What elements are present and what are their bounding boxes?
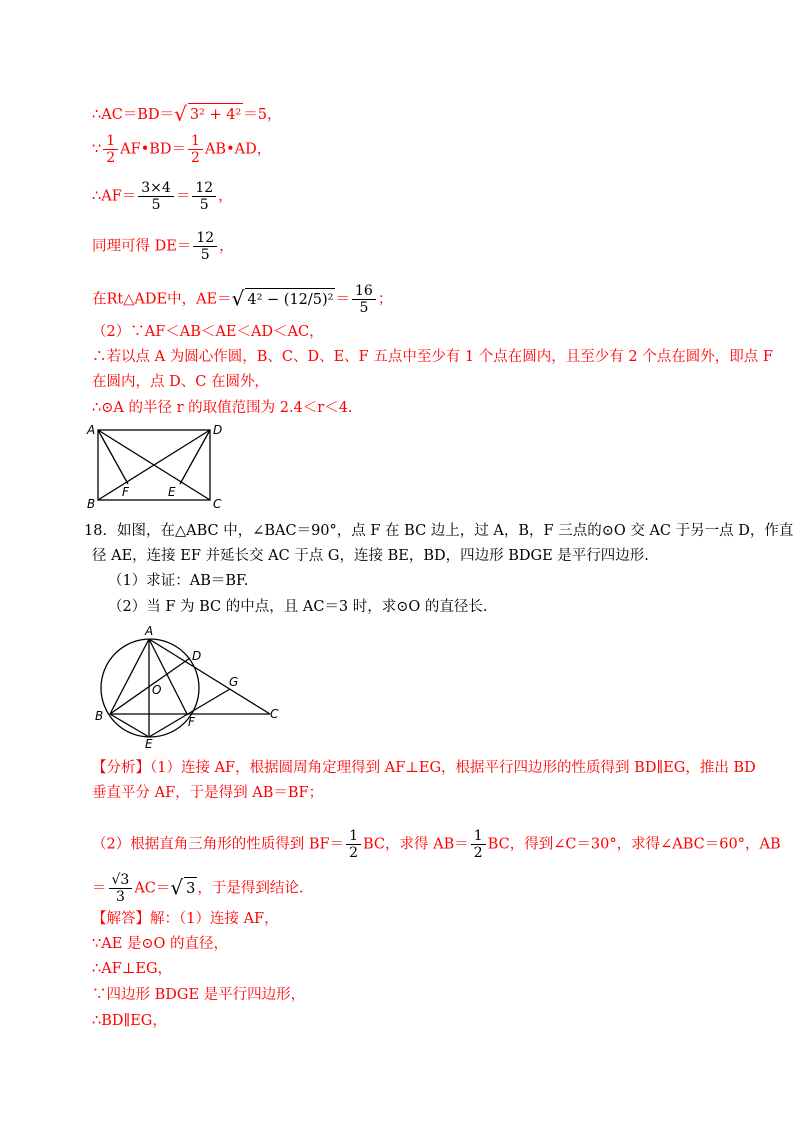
analysis-line-1: 【分析】（1）连接 AF，根据圆周角定理得到 AF⊥EG，根据平行四边形的性质得到 BD∥EG，推出 BD <box>92 760 756 776</box>
segment-ac <box>149 639 270 714</box>
label-c: C <box>213 497 222 511</box>
text: ， <box>219 238 234 255</box>
step-ae <box>92 283 392 316</box>
numerator: 1 <box>346 828 361 845</box>
text: ； <box>377 291 393 308</box>
problem-18-statement: 18．如图，在△ABC 中，∠BAC＝90°，点 F 在 BC 边上，过 A，B，F 三点的⊙O 交 AC 于另一点 D，作直 <box>84 523 794 539</box>
solution-line-2: ∵AE 是⊙O 的直径， <box>92 936 229 952</box>
step-inequality: （2）∵AF＜AB＜AE＜AD＜AC， <box>92 324 324 340</box>
text: AB•AD， <box>204 141 272 158</box>
fraction <box>192 180 216 213</box>
solution-line-5: ∴BD∥EG， <box>92 1013 167 1029</box>
label-e: E <box>168 485 176 499</box>
analysis-line-2: 垂直平分 AF，于是得到 AB＝BF； <box>92 785 324 801</box>
solution-line-3: ∴AF⊥EG， <box>92 961 173 977</box>
sqrt-sign: √ <box>174 102 187 126</box>
step-circle-reasoning: ∴若以点 A 为圆心作圆，B、C、D、E、F 五点中至少有 1 个点在圆内，且至少有 2 个点在圆外，即点 F <box>92 349 773 365</box>
denominator: 2 <box>106 150 116 166</box>
fraction <box>188 133 203 166</box>
radicand: 3² + 4² <box>188 103 243 126</box>
radicand: 3 <box>184 877 197 900</box>
segment-bd <box>110 658 190 714</box>
rectangle-figure <box>84 420 234 512</box>
question-1: （1）求证：AB＝BF. <box>108 573 249 589</box>
numerator: 1 <box>188 133 203 150</box>
step-af <box>92 180 233 213</box>
label-e: E <box>145 737 153 750</box>
solution-line-4: ∵四边形 BDGE 是平行四边形， <box>92 987 306 1003</box>
text: AC＝ <box>134 880 171 897</box>
segment-af <box>98 430 128 484</box>
fraction <box>103 133 118 166</box>
numerator: 12 <box>192 180 216 197</box>
step-de <box>92 230 234 263</box>
sqrt-sign: √ <box>170 875 184 900</box>
label-d: D <box>213 423 223 437</box>
label-a: A <box>87 423 96 437</box>
numerator: 1 <box>471 828 486 845</box>
text: ， <box>218 188 233 205</box>
denominator: 2 <box>349 845 358 861</box>
numerator: 3×4 <box>138 180 174 197</box>
text: ∴AF＝ <box>92 188 137 205</box>
label-f: F <box>122 485 129 499</box>
numerator: 1 <box>103 133 118 150</box>
fraction <box>471 828 486 861</box>
denominator: 2 <box>473 845 483 861</box>
denominator: 5 <box>151 197 161 213</box>
label-f: F <box>188 715 195 729</box>
step-ac-bd <box>92 103 282 126</box>
fraction <box>193 230 217 263</box>
solution-line-1: 【解答】解：（1）连接 AF， <box>92 911 279 927</box>
analysis-line-3 <box>92 828 781 861</box>
step-circle-reasoning-cont: 在圆内，点 D、C 在圆外， <box>92 374 269 390</box>
text: ∵ <box>92 141 102 158</box>
denominator: 2 <box>191 150 200 166</box>
text: 同理可得 DE＝ <box>92 238 192 255</box>
numerator: 16 <box>352 283 376 300</box>
fraction <box>346 828 361 861</box>
fraction <box>352 283 376 316</box>
segment-be <box>110 714 149 737</box>
sqrt-sign: √ <box>231 286 245 311</box>
label-a: A <box>145 624 154 638</box>
label-c: C <box>270 707 279 721</box>
circle-figure <box>90 622 290 750</box>
radicand: 4² − (12/5)² <box>245 288 335 311</box>
text: BC，求得 AB＝ <box>362 836 469 853</box>
label-g: G <box>229 675 239 689</box>
segment-ab <box>110 639 149 714</box>
text: 在Rt△ADE中，AE＝ <box>92 291 232 308</box>
problem-18-statement-cont: 径 AE，连接 EF 并延长交 AC 于点 G，连接 BE，BD，四边形 BDGE 是平行四边形. <box>92 548 649 564</box>
step-radius-range: ∴⊙A 的半径 r 的取值范围为 2.4＜r＜4. <box>92 400 353 416</box>
text: ＝5， <box>243 107 282 123</box>
text: ＝ <box>175 188 191 205</box>
denominator: 3 <box>115 889 125 905</box>
text: ＝ <box>335 291 350 308</box>
segment-de <box>180 430 210 484</box>
text: BC，得到∠C＝30°，求得∠ABC＝60°，AB <box>487 836 781 853</box>
fraction <box>109 872 133 905</box>
numerator: √3 <box>109 872 133 889</box>
denominator: 5 <box>200 247 210 263</box>
circle-o <box>101 639 202 737</box>
denominator: 5 <box>359 300 369 316</box>
step-area-equation <box>92 133 271 166</box>
analysis-line-4 <box>92 872 304 905</box>
numerator: 12 <box>193 230 217 247</box>
text: AF•BD＝ <box>120 141 187 158</box>
text: ，于是得到结论. <box>197 880 304 897</box>
text: ∴AC＝BD＝ <box>92 107 175 123</box>
label-d: D <box>192 649 202 663</box>
fraction <box>138 180 174 213</box>
question-2: （2）当 F 为 BC 的中点，且 AC＝3 时，求⊙O 的直径长. <box>108 599 488 615</box>
denominator: 5 <box>199 197 209 213</box>
label-b: B <box>87 497 96 511</box>
label-b: B <box>95 709 104 723</box>
text: （2）根据直角三角形的性质得到 BF＝ <box>92 836 345 853</box>
label-o: O <box>152 683 162 697</box>
text: ＝ <box>92 880 107 897</box>
